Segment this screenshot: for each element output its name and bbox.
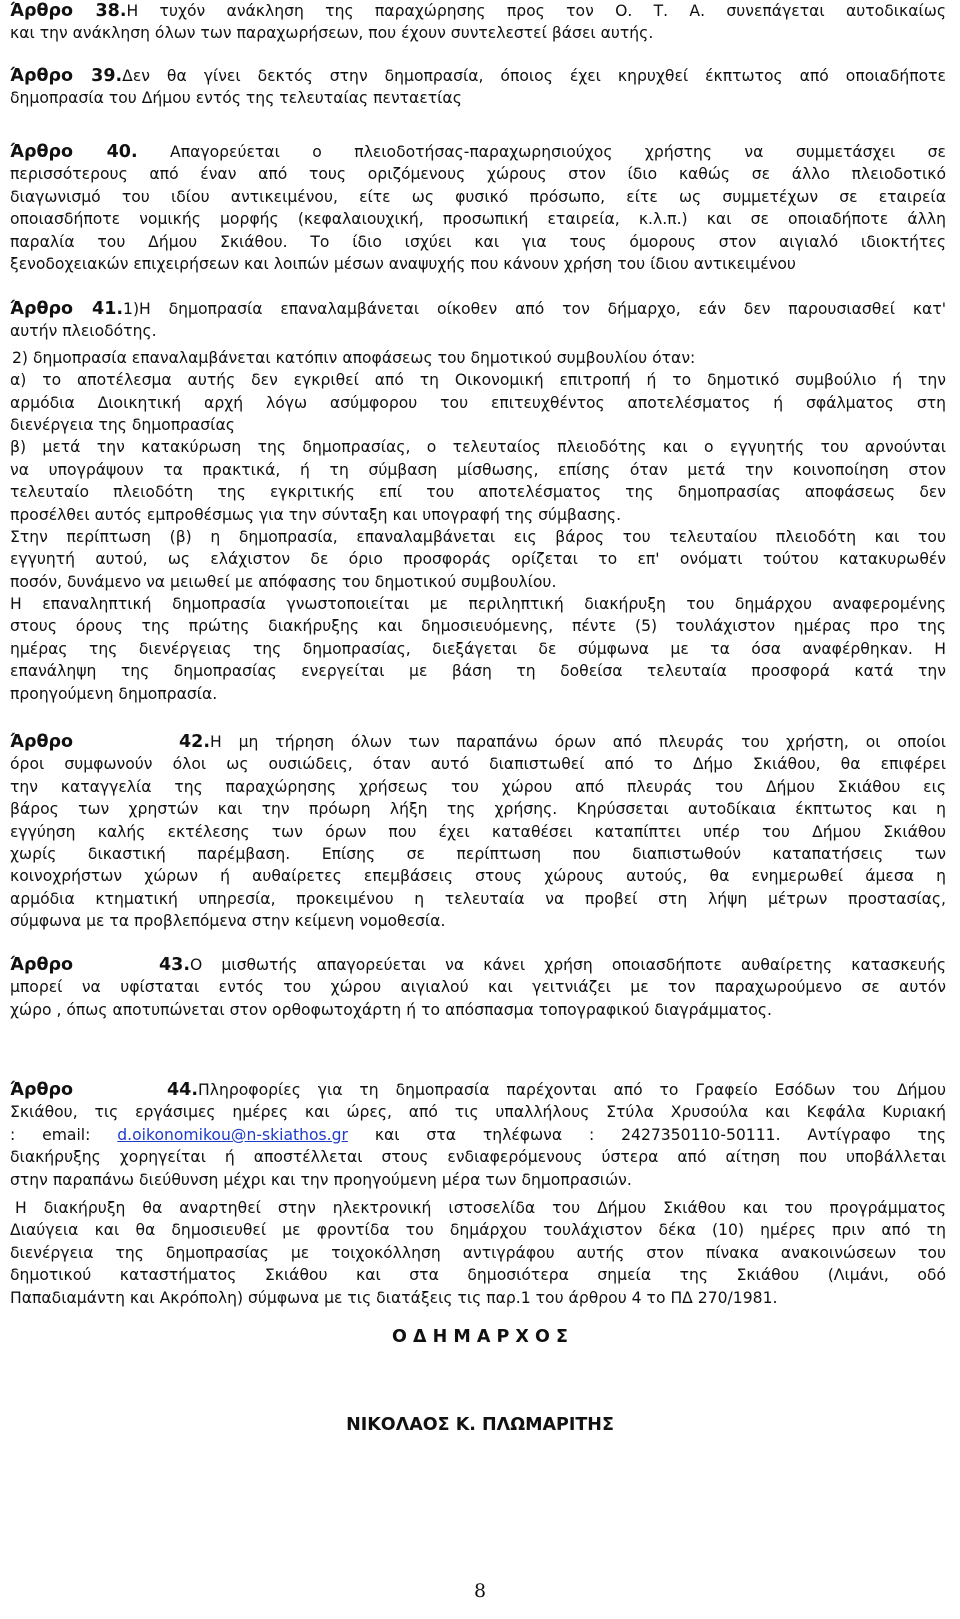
article-41-clause-a: α) το αποτέλεσμα αυτής δεν εγκριθεί από τη Οικονομική επιτροπή ή το δημοτικό συμβούλιο ή την	[10, 371, 946, 390]
article-42	[10, 731, 946, 933]
article-41-text: 1)Η δημοπρασία επαναλαμβάνεται οίκοθεν από τον δήμαρχο, εάν δεν παρουσιασθεί κατ'	[123, 300, 946, 318]
article-41-clause-a: διενέργεια της δημοπρασίας	[10, 415, 235, 434]
article-38	[10, 0, 946, 45]
article-41-repeat-text: προηγούμενη δημοπρασία.	[10, 684, 218, 703]
article-44	[10, 1079, 946, 1309]
article-42-text: σύμφωνα με τα προβλεπόμενα στην κείμενη νομοθεσία.	[10, 912, 446, 931]
article-40-text: περισσότερους από έναν από τους οριζόμενους χώρους στον ίδιο καθώς σε άλλο πλειοδοτικό	[10, 165, 946, 184]
article-38-title: Άρθρο 38.	[10, 1, 127, 21]
article-44-text: Πληροφορίες για τη δημοπρασία παρέχονται από το Γραφείο Εσόδων του Δήμου	[198, 1081, 946, 1099]
article-42-text: βάρος των χρηστών και την πρόωρη λήξη της χρήσης. Κηρύσσεται αυτοδίκαια έκπτωτος και η	[10, 800, 946, 819]
article-42-title: Άρθρο 42.	[10, 732, 210, 752]
article-44-text: και στα τηλέφωνα : 2427350110-50111. Αντίγραφο της	[374, 1125, 946, 1144]
article-43-text: χώρο , όπως αποτυπώνεται στον ορθοφωτοχάρτη ή το απόσπασμα τοπογραφικού διαγράμματος.	[10, 1000, 772, 1019]
article-42-text: χωρίς δικαστική παρέμβαση. Επίσης σε περίπτωση που διαπιστωθούν καταπατήσεις των	[10, 844, 946, 863]
article-41-text: αυτήν πλειοδότης.	[10, 322, 157, 341]
article-41-case-b-text: ποσόν, δυνάμενο να μειωθεί με απόφασης του δημοτικού συμβουλίου.	[10, 572, 557, 591]
article-44-publication-text: Διαύγεια και θα δημοσιευθεί με φροντίδα του δημάρχου τουλάχιστον δέκα (10) ημέρες πριν από τη	[10, 1221, 946, 1240]
article-44-publication-text: Παπαδιαμάντη και Ακρόπολη) σύμφωνα με τις διατάξεις τις παρ.1 του άρθρου 4 το ΠΔ 270/1981.	[10, 1288, 778, 1307]
article-41-title: Άρθρο 41.	[10, 299, 124, 319]
article-44-publication-text: Η διακήρυξη θα αναρτηθεί στην ηλεκτρονική ιστοσελίδα του Δήμου Σκιάθου και του προγράμματος	[15, 1198, 946, 1217]
article-39	[10, 65, 946, 110]
article-42-text: αρμόδια κτηματική υπηρεσία, προκειμένου η τελευταία να προβεί στη λήψη μέτρων προστασίας,	[10, 889, 946, 908]
article-42-text: όροι συμφωνούν όλοι ως ουσιώδεις, όταν αυτό διαπιστωθεί από το Δήμο Σκιάθου, θα επιφέρει	[10, 755, 946, 774]
article-41-clause-b: προσέλθει αυτός εμπροθέσμως για την σύνταξη και υπογραφή της σύμβασης.	[10, 505, 622, 524]
article-41-repeat-text: ημέρας της διενέργειας της δημοπρασίας, διεξάγεται δε σύμφωνα με τα όσα αναφέρθηκαν. Η	[10, 639, 946, 658]
article-41-clause-a: αρμόδια Διοικητική αρχή λόγω ασύμφορου του επιτευχθέντος αποτελέσματος ή σφάλματος στη	[10, 393, 946, 412]
article-42-text: εγγύηση καλής εκτέλεσης των όρων που έχει καταθέσει καταπίπτει υπέρ του Δήμου Σκιάθου	[10, 822, 946, 841]
article-40-text: παραλία του Δήμου Σκιάθου. Το ίδιο ισχύει και για τους όμορους στον αιγιαλό ιδιοκτήτες	[10, 232, 946, 251]
article-39-title: Άρθρο 39.	[10, 66, 123, 86]
article-40-title: Άρθρο 40.	[10, 142, 138, 162]
article-42-text: Η μη τήρηση όλων των παραπάνω όρων από πλευράς του χρήστη, οι οποίοι	[210, 733, 946, 751]
article-44-publication-text: διενέργεια της δημοπρασίας με τοιχοκόλληση αντιγράφου αυτής στον πίνακα ανακοινώσεων του	[10, 1243, 946, 1262]
article-43-text: Ο μισθωτής απαγορεύεται να κάνει χρήση οποιασδήποτε αυθαίρετης κατασκευής	[190, 956, 946, 974]
article-44-text: διακήρυξης χορηγείται ή αποστέλλεται στους ενδιαφερόμενους ύστερα από αίτηση που υποβάλλεται	[10, 1148, 946, 1167]
article-41-clause-2: 2) δημοπρασία επαναλαμβάνεται κατόπιν αποφάσεως του δημοτικού συμβουλίου όταν:	[12, 348, 696, 367]
article-41	[10, 298, 946, 705]
article-41-case-b-text: εγγυητή αυτού, ως ελάχιστον δε όριο προσφοράς ορίζεται το επ' ονόματι τούτου κατακυρωθέν	[10, 550, 946, 569]
article-41-clause-b: τελευταίο πλειοδότη της εγκριτικής επί του αποτελέσματος της δημοπρασίας αποφάσεως δεν	[10, 483, 946, 502]
article-43	[10, 954, 946, 1021]
article-44-text: στην παραπάνω διεύθυνση μέχρι και την προηγούμενη μέρα των δημοπρασιών.	[10, 1170, 632, 1189]
article-41-repeat-text: στους όρους της πρώτης διακήρυξης και δημοσιευόμενης, πέντε (5) τουλάχιστον ημέρας προ της	[10, 617, 946, 636]
article-43-title: Άρθρο 43.	[10, 955, 190, 975]
article-41-case-b-text: Στην περίπτωση (β) η δημοπρασία, επαναλαμβάνεται εις βάρος του τελευταίου πλειοδότη και του	[10, 527, 946, 546]
article-39-text: Δεν θα γίνει δεκτός στην δημοπρασία, όποιος έχει κηρυχθεί έκπτωτος από οποιαδήποτε	[122, 67, 946, 85]
article-39-text: δημοπρασία του Δήμου εντός της τελευταίας πενταετίας	[10, 89, 462, 108]
article-42-text: την καταγγελία της παραχώρησης χρήσεως του χώρου από πλευράς του Δήμου Σκιάθου εις	[10, 777, 946, 796]
article-40	[10, 141, 946, 275]
article-40-text: ξενοδοχειακών επιχειρήσεων και λοιπών μέσων αναψυχής που κάνουν χρήση του ίδιου αντικειμένου	[10, 254, 796, 273]
page-number: 8	[473, 1580, 487, 1602]
article-38-text: και την ανάκληση όλων των παραχωρήσεων, που έχουν συντελεστεί βάσει αυτής.	[10, 24, 654, 43]
signature-name: ΝΙΚΟΛΑΟΣ Κ. ΠΛΩΜΑΡΙΤΗΣ	[346, 1415, 614, 1435]
article-41-clause-b: β) μετά την κατακύρωση της δημοπρασίας, ο τελευταίος πλειοδότης και ο εγγυητής του αρνούνται	[10, 438, 946, 457]
article-43-text: μπορεί να υφίσταται εντός του χώρου αιγιαλού και γειτνιάζει με τον παραχωρούμενο σε αυτόν	[10, 978, 946, 997]
article-44-publication-text: δημοτικού καταστήματος Σκιάθου και στα δημοσιότερα σημεία της Σκιάθου (Λιμάνι, οδό	[10, 1266, 946, 1285]
article-41-clause-b: να υπογράψουν τα πρακτικά, ή τη σύμβαση μίσθωσης, επίσης όταν μετά την κοινοποίηση στον	[10, 460, 946, 479]
article-44-text: Σκιάθου, τις εργάσιμες ημέρες και ώρες, από τις υπαλλήλους Στύλα Χρυσούλα και Κεφάλα Κυριακή	[10, 1103, 946, 1122]
article-40-text: Απαγορεύεται ο πλειοδοτήσας-παραχωρησιούχος χρήστης να συμμετάσχει σε	[170, 143, 946, 161]
article-38-text: Η τυχόν ανάκληση της παραχώρησης προς τον Ο. Τ. Α. συνεπάγεται αυτοδικαίως	[126, 2, 946, 20]
article-41-repeat-text: επανάληψη της δημοπρασίας ενεργείται με βάση τη δοθείσα τελευταία προσφορά κατά την	[10, 662, 946, 681]
article-40-text: διαγωνισμό του ιδίου αντικειμένου, είτε ως φυσικό πρόσωπο, είτε ως συμμετέχων σε εταιρεία	[10, 187, 946, 206]
article-40-text: οποιασδήποτε νομικής μορφής (κεφαλαιουχική, προσωπική εταιρεία, κ.λ.π.) και σε οποιαδήποτε άλλη	[10, 210, 946, 229]
email-link[interactable]: d.oikonomikou@n-skiathos.gr	[117, 1125, 348, 1144]
article-42-text: κοινοχρήστων χώρων ή αυθαίρετες επεμβάσεις στους χώρους αυτούς, θα ενημερωθεί άμεσα η	[10, 867, 946, 886]
article-44-title: Άρθρο 44.	[10, 1080, 198, 1100]
signature-role: Ο Δ Η Μ Α Ρ Χ Ο Σ	[392, 1327, 568, 1347]
article-41-repeat-text: Η επαναληπτική δημοπρασία γνωστοποιείται με περιληπτική διακήρυξη του δημάρχου αναφερομένης	[10, 595, 946, 614]
email-label: : email:	[10, 1125, 91, 1144]
